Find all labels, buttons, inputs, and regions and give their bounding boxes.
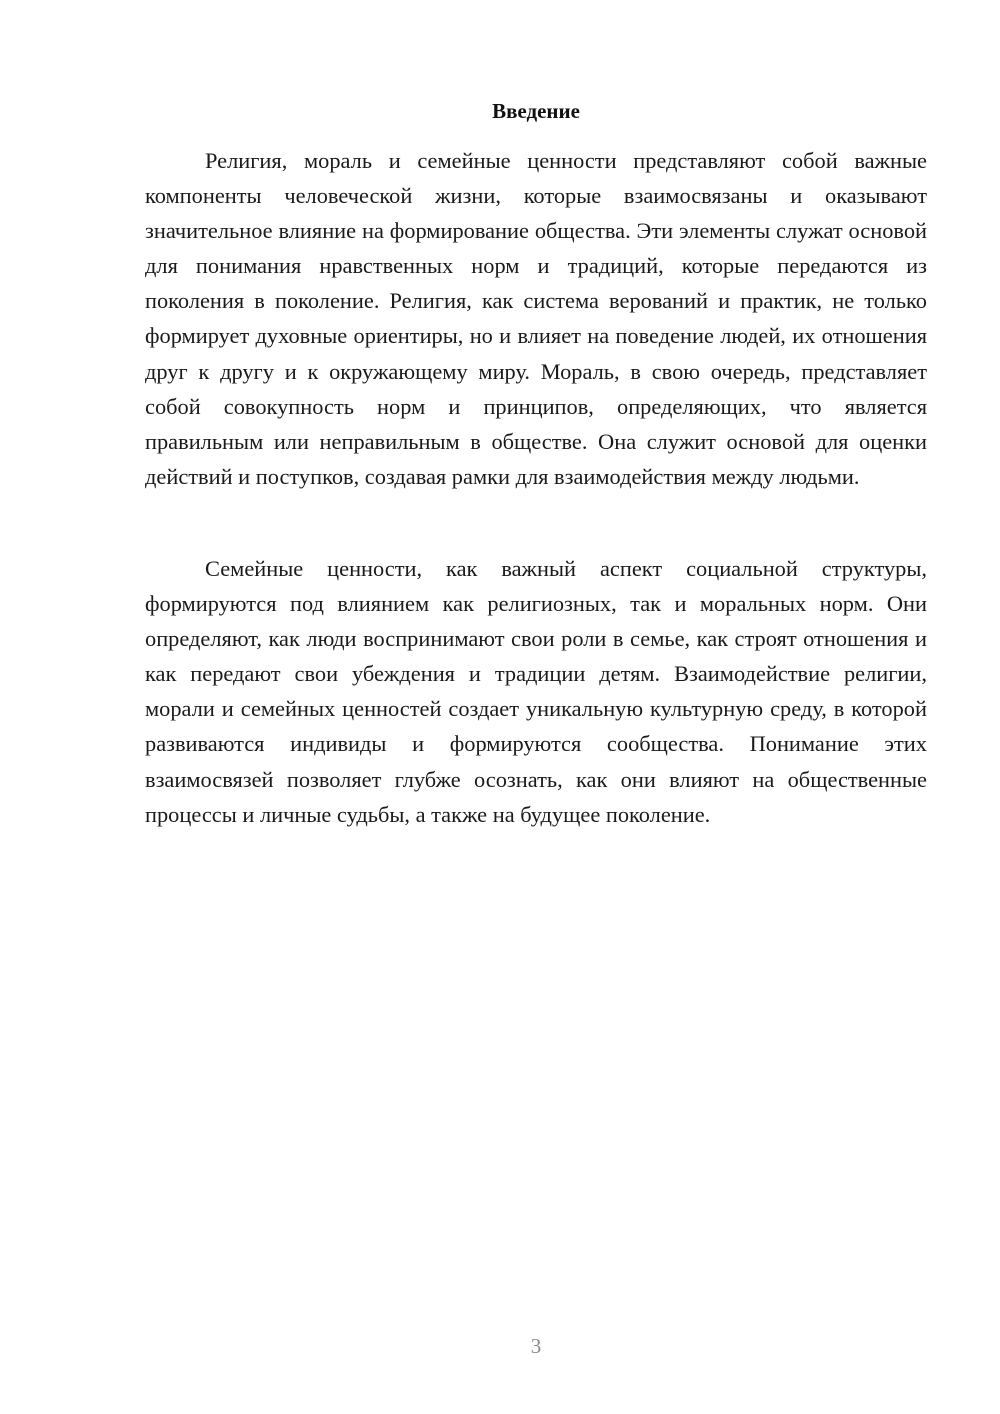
paragraph-1: Религия, мораль и семейные ценности представляют собой важные компоненты человеческой жизни, которые взаимосвязаны и оказывают значительное влияние на формирование общества. Эти элементы служат основой для понимания нравственных норм и традиций, которые передаются из поколения в поколение. Религия, как система верований и практик, не только формирует духовные ориентиры, но и влияет на поведение людей, их отношения друг к другу и к окружающему миру. Мораль, в свою очередь, представляет собой совокупность норм и принципов, определяющих, что является правильным или неправильным в обществе. Она служит основой для оценки действий и поступков, создавая рамки для взаимодействия между людьми. bbox=[145, 148, 927, 489]
section-heading: Введение bbox=[492, 99, 580, 123]
page-number: 3 bbox=[530, 1334, 542, 1358]
paragraph-2: Семейные ценности, как важный аспект социальной структуры, формируются под влиянием как религиозных, так и моральных норм. Они определяют, как люди воспринимают свои роли в семье, как строят отношения и как передают свои убеждения и традиции детям. Взаимодействие религии, морали и семейных ценностей создает уникальную культурную среду, в которой развиваются индивиды и формируются сообщества. Понимание этих взаимосвязей позволяет глубже осознать, как они влияют на общественные процессы и личные судьбы, а также на будущее поколение. bbox=[145, 556, 927, 827]
